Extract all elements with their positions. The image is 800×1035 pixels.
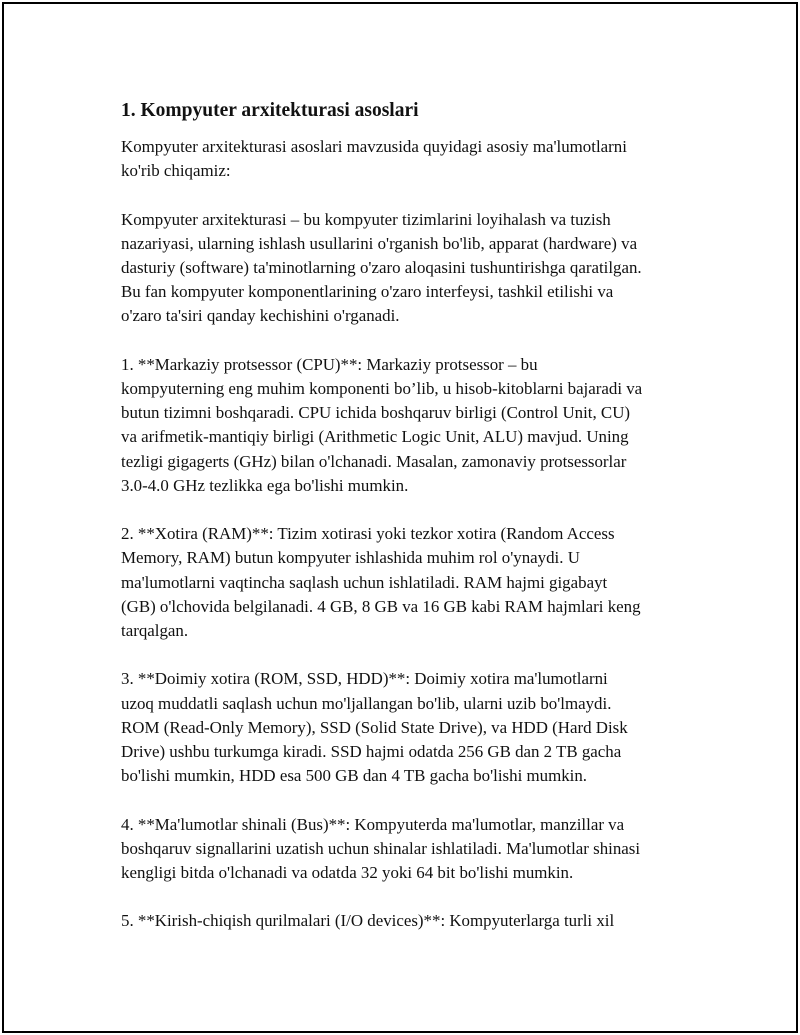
text-line: tarqalgan.	[121, 621, 189, 641]
storage-paragraph	[121, 667, 706, 788]
text-line: (GB) o'lchovida belgilanadi. 4 GB, 8 GB va 16 GB kabi RAM hajmlari keng	[121, 596, 641, 616]
bus-paragraph	[121, 813, 706, 886]
heading-spacer	[121, 123, 706, 135]
text-line: Drive) ushbu turkumga kiradi. SSD hajmi odatda 256 GB dan 2 TB gacha	[121, 742, 622, 762]
text-line: dasturiy (software) ta'minotlarning o'zaro aloqasini tushuntirishga qaratilgan.	[121, 258, 642, 277]
text-line: Memory, RAM) butun kompyuter ishlashida muhim rol o'ynaydi. U	[121, 548, 580, 568]
intro-paragraph	[121, 135, 706, 183]
paragraph-spacer	[121, 329, 706, 353]
text-line: 4. **Ma'lumotlar shinali (Bus)**: Kompyuterda ma'lumotlar, manzillar va	[121, 814, 625, 834]
paragraph-spacer	[121, 498, 706, 522]
text-line: 3. **Doimiy xotira (ROM, SSD, HDD)**: Doimiy xotira ma'lumotlarni	[121, 669, 608, 689]
section-heading: 1. Kompyuter arxitekturasi asoslari	[121, 100, 419, 121]
text-line: 5. **Kirish-chiqish qurilmalari (I/O devices)**: Kompyuterlarga turli xil	[121, 911, 615, 931]
ram-paragraph	[121, 522, 706, 643]
definition-paragraph	[121, 208, 706, 329]
text-line: 2. **Xotira (RAM)**: Tizim xotirasi yoki tezkor xotira (Random Access	[121, 524, 615, 544]
text-line: ko'rib chiqamiz:	[121, 161, 231, 181]
text-line: va arifmetik-mantiqiy birligi (Arithmetic Logic Unit, ALU) mavjud. Uning	[121, 427, 629, 447]
paragraph-spacer	[121, 183, 706, 207]
text-line: 3.0-4.0 GHz tezlikka ega bo'lishi mumkin.	[121, 475, 409, 495]
paragraph-spacer	[121, 885, 706, 909]
text-line: 1. **Markaziy protsessor (CPU)**: Markaziy protsessor – bu	[121, 354, 538, 374]
text-line: ma'lumotlarni vaqtincha saqlash uchun ishlatiladi. RAM hajmi gigabayt	[121, 572, 608, 592]
text-line: o'zaro ta'siri qanday kechishini o'rganadi.	[121, 306, 400, 326]
document-page	[2, 2, 798, 1033]
document-body	[121, 99, 706, 934]
text-line: nazariyasi, ularning ishlash usullarini o'rganish bo'lib, apparat (hardware) va	[121, 233, 638, 253]
text-line: tezligi gigagerts (GHz) bilan o'lchanadi. Masalan, zamonaviy protsessorlar	[121, 451, 627, 471]
text-line: kompyuterning eng muhim komponenti bo’lib, u hisob-kitoblarni bajaradi va	[121, 379, 643, 398]
text-line: Kompyuter arxitekturasi – bu kompyuter tizimlarini loyihalash va tuzish	[121, 209, 611, 229]
text-line: ROM (Read-Only Memory), SSD (Solid State Drive), va HDD (Hard Disk	[121, 717, 628, 737]
text-line: uzoq muddatli saqlash uchun mo'ljallangan bo'lib, ularni uzib bo'lmaydi.	[121, 693, 612, 713]
io-paragraph	[121, 909, 706, 933]
text-line: boshqaruv signallarini uzatish uchun shinalar ishlatiladi. Ma'lumotlar shinasi	[121, 838, 641, 858]
text-line: bo'lishi mumkin, HDD esa 500 GB dan 4 TB gacha bo'lishi mumkin.	[121, 766, 588, 786]
cpu-paragraph	[121, 353, 706, 498]
text-line: Kompyuter arxitekturasi asoslari mavzusida quyidagi asosiy ma'lumotlarni	[121, 137, 627, 156]
text-line: Bu fan kompyuter komponentlarining o'zaro interfeysi, tashkil etilishi va	[121, 282, 614, 302]
text-line: kengligi bitda o'lchanadi va odatda 32 yoki 64 bit bo'lishi mumkin.	[121, 863, 574, 883]
paragraph-spacer	[121, 643, 706, 667]
paragraph-spacer	[121, 788, 706, 812]
text-line: butun tizimni boshqaradi. CPU ichida boshqaruv birligi (Control Unit, CU)	[121, 403, 631, 423]
